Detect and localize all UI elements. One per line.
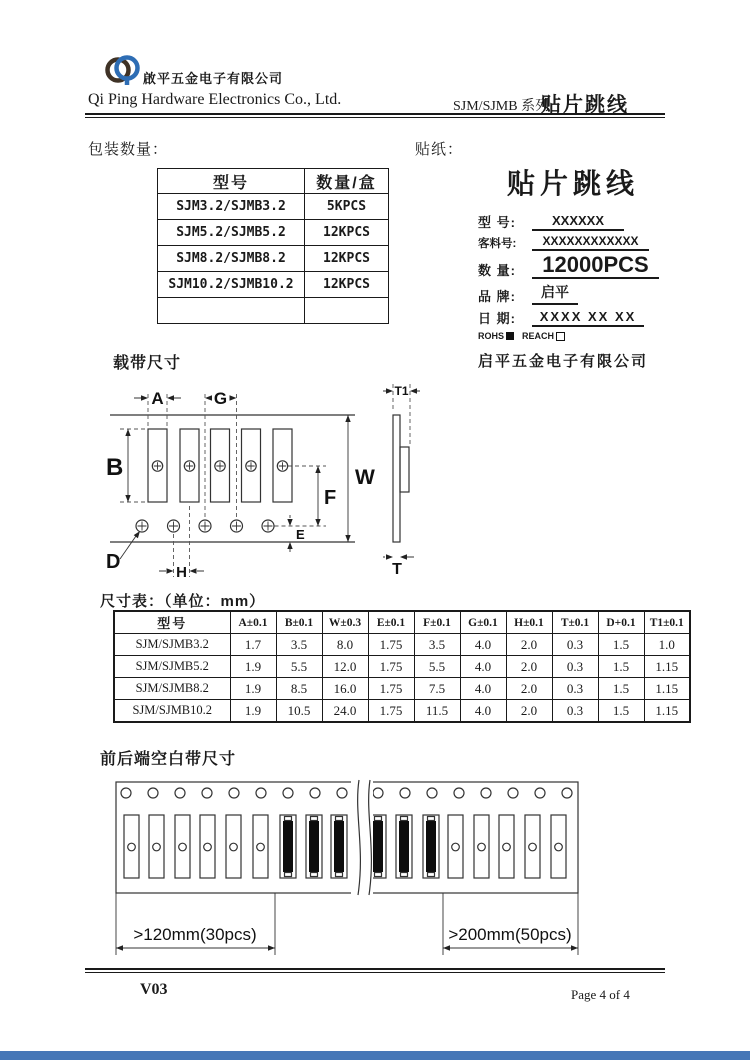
field-label: 客料号: xyxy=(478,238,517,250)
table-cell: 1.75 xyxy=(368,656,414,678)
page-number: Page 4 of 4 xyxy=(571,987,630,1002)
table-cell xyxy=(158,298,305,324)
table-cell: 2.0 xyxy=(506,678,552,700)
table-cell: SJM3.2/SJMB3.2 xyxy=(158,194,305,220)
table-header-row xyxy=(158,169,389,194)
table-row xyxy=(114,700,690,723)
field-value: 12000PCS xyxy=(532,254,659,279)
sticker-section-title: 贴纸： xyxy=(415,141,464,158)
sticker-field xyxy=(478,254,668,279)
column-header: T1±0.1 xyxy=(644,611,690,634)
table-cell: SJM/SJMB10.2 xyxy=(114,700,230,723)
table-cell: 4.0 xyxy=(460,700,506,723)
table-cell: 5.5 xyxy=(276,656,322,678)
field-value: 启平 xyxy=(532,282,578,305)
reach-label: REACH xyxy=(522,331,555,341)
dim-label-B: B xyxy=(106,454,124,481)
column-header: G±0.1 xyxy=(460,611,506,634)
blank-tape-diagram xyxy=(93,768,668,963)
table-cell: 0.3 xyxy=(552,678,598,700)
table-cell: 8.5 xyxy=(276,678,322,700)
table-row xyxy=(158,272,389,298)
dim-label-G: G xyxy=(213,389,228,408)
table-cell: 2.0 xyxy=(506,656,552,678)
table-cell: SJM5.2/SJMB5.2 xyxy=(158,220,305,246)
table-cell: 7.5 xyxy=(414,678,460,700)
table-header-row xyxy=(114,611,690,634)
dim-label-T1: T1 xyxy=(394,384,409,398)
sticker-label xyxy=(478,162,668,371)
table-cell: 1.75 xyxy=(368,678,414,700)
table-cell: 1.15 xyxy=(644,700,690,723)
dimension-section-title: 尺寸表：（单位：mm） xyxy=(100,593,266,610)
table-cell: 1.9 xyxy=(230,700,276,723)
dim-label-E: E xyxy=(296,527,305,542)
table-cell: 1.0 xyxy=(644,634,690,656)
dimension-table xyxy=(113,610,691,723)
table-row xyxy=(158,220,389,246)
table-row xyxy=(114,656,690,678)
table-cell: 16.0 xyxy=(322,678,368,700)
table-cell: 0.3 xyxy=(552,700,598,723)
table-cell: 8.0 xyxy=(322,634,368,656)
table-cell: 4.0 xyxy=(460,634,506,656)
packaging-section-title: 包装数量： xyxy=(88,141,169,158)
table-row-empty xyxy=(158,298,389,324)
table-cell: 3.5 xyxy=(414,634,460,656)
table-cell: 1.5 xyxy=(598,634,644,656)
table-cell: 1.5 xyxy=(598,656,644,678)
sticker-field xyxy=(478,308,668,327)
blank-left-dimension: >120mm(30pcs) xyxy=(133,925,257,944)
table-cell: 1.9 xyxy=(230,656,276,678)
table-cell: 1.75 xyxy=(368,634,414,656)
header-rule xyxy=(85,113,665,118)
table-cell: 4.0 xyxy=(460,656,506,678)
table-row xyxy=(158,194,389,220)
dim-label-T: T xyxy=(392,561,402,578)
field-label: 型 号: xyxy=(478,215,516,230)
rohs-checked-icon xyxy=(506,332,514,340)
column-header: E±0.1 xyxy=(368,611,414,634)
field-label: 品 牌: xyxy=(478,289,516,304)
field-label: 日 期: xyxy=(478,311,516,326)
company-name-cn: 啟平五金电子有限公司 xyxy=(143,71,284,86)
table-cell: 5KPCS xyxy=(305,194,389,220)
dim-label-D: D xyxy=(106,551,121,573)
table-cell: 1.15 xyxy=(644,678,690,700)
carrier-section-title: 载带尺寸 xyxy=(113,355,182,372)
field-label: 数 量: xyxy=(478,263,516,278)
table-cell: SJM/SJMB8.2 xyxy=(114,678,230,700)
column-header: 型号 xyxy=(114,611,230,634)
column-header: W±0.3 xyxy=(322,611,368,634)
table-cell xyxy=(305,298,389,324)
company-logo-icon xyxy=(105,52,141,88)
series-label: SJM/SJMB 系列 xyxy=(453,99,550,114)
sticker-field xyxy=(478,282,668,305)
field-value: XXXXXX xyxy=(532,213,624,231)
sticker-field xyxy=(478,212,668,231)
column-header: 数量/盒 xyxy=(305,169,389,194)
company-name-en: Qi Ping Hardware Electronics Co., Ltd. xyxy=(88,91,342,108)
table-cell: 3.5 xyxy=(276,634,322,656)
column-header: 型号 xyxy=(158,169,305,194)
dim-label-A: A xyxy=(151,389,164,408)
dim-label-W: W xyxy=(355,466,375,489)
table-cell: SJM/SJMB5.2 xyxy=(114,656,230,678)
column-header: A±0.1 xyxy=(230,611,276,634)
bottom-accent-bar xyxy=(0,1051,750,1060)
field-value: XXXX XX XX xyxy=(532,309,644,327)
table-cell: 1.15 xyxy=(644,656,690,678)
table-cell: 12KPCS xyxy=(305,220,389,246)
column-header: D+0.1 xyxy=(598,611,644,634)
table-cell: 12KPCS xyxy=(305,272,389,298)
dim-label-F: F xyxy=(324,487,337,509)
column-header: H±0.1 xyxy=(506,611,552,634)
table-row xyxy=(114,678,690,700)
sticker-company: 启平五金电子有限公司 xyxy=(478,353,649,370)
footer-rule xyxy=(85,968,665,973)
table-cell: 12KPCS xyxy=(305,246,389,272)
table-cell: 0.3 xyxy=(552,634,598,656)
table-cell: 10.5 xyxy=(276,700,322,723)
sticker-title: 贴片跳线 xyxy=(506,168,639,199)
version-label: V03 xyxy=(140,981,168,998)
column-header: B±0.1 xyxy=(276,611,322,634)
table-cell: 1.9 xyxy=(230,678,276,700)
column-header: T±0.1 xyxy=(552,611,598,634)
dim-label-H: H xyxy=(176,564,187,581)
table-cell: 4.0 xyxy=(460,678,506,700)
field-value: XXXXXXXXXXXX xyxy=(532,234,649,251)
table-cell: 1.5 xyxy=(598,700,644,723)
blank-tape-section-title: 前后端空白带尺寸 xyxy=(100,751,237,768)
table-row xyxy=(114,634,690,656)
table-cell: 24.0 xyxy=(322,700,368,723)
table-cell: 2.0 xyxy=(506,700,552,723)
table-cell: 0.3 xyxy=(552,656,598,678)
sticker-field xyxy=(478,234,668,251)
packaging-table xyxy=(157,168,389,324)
table-cell: 12.0 xyxy=(322,656,368,678)
table-cell: 1.7 xyxy=(230,634,276,656)
table-cell: 11.5 xyxy=(414,700,460,723)
table-cell: 1.75 xyxy=(368,700,414,723)
table-cell: SJM/SJMB3.2 xyxy=(114,634,230,656)
blank-right-dimension: >200mm(50pcs) xyxy=(448,925,572,944)
product-title: 贴片跳线 xyxy=(541,94,629,116)
table-cell: 1.5 xyxy=(598,678,644,700)
table-cell: 5.5 xyxy=(414,656,460,678)
reach-unchecked-icon xyxy=(556,332,565,341)
rohs-label: ROHS xyxy=(478,331,505,341)
column-header: F±0.1 xyxy=(414,611,460,634)
carrier-tape-diagram xyxy=(100,372,445,587)
compliance-row xyxy=(478,331,668,341)
table-row xyxy=(158,246,389,272)
table-cell: 2.0 xyxy=(506,634,552,656)
table-cell: SJM10.2/SJMB10.2 xyxy=(158,272,305,298)
table-cell: SJM8.2/SJMB8.2 xyxy=(158,246,305,272)
